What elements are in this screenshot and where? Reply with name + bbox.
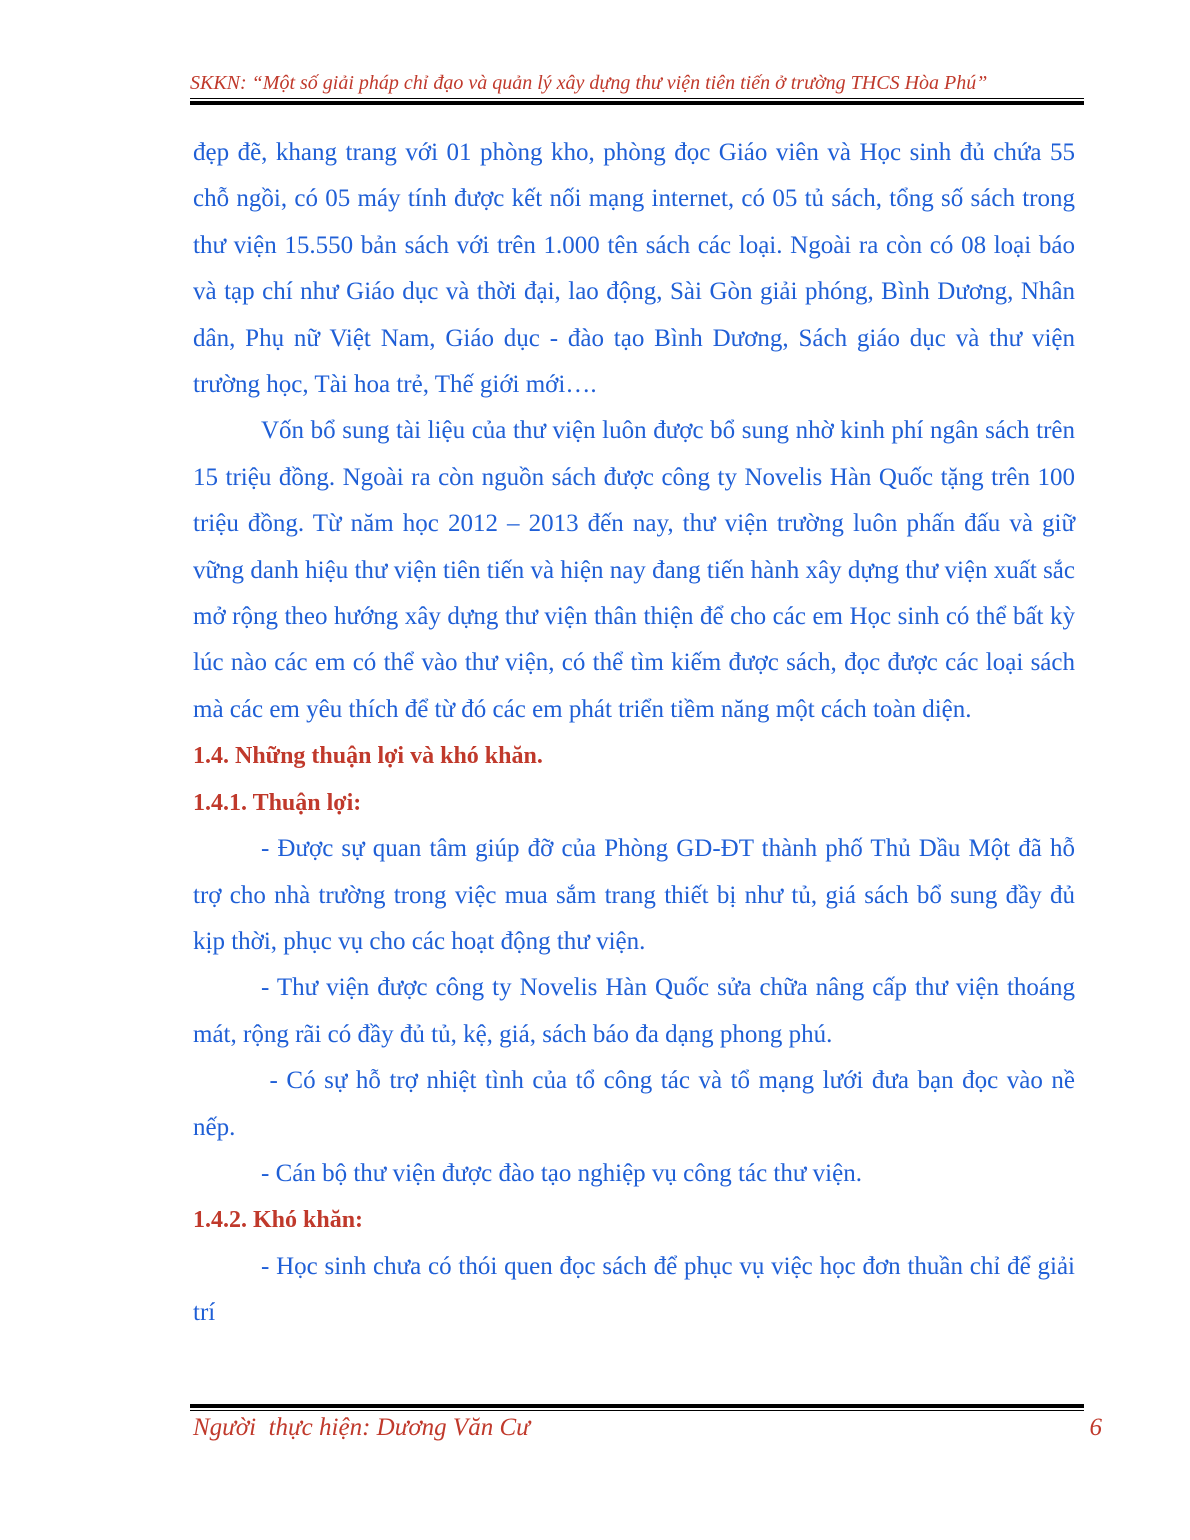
document-body [193, 130, 1082, 1337]
section-heading-advantages-difficulties: 1.4. Những thuận lợi và khó khăn. [193, 743, 543, 770]
footer-author: Người thực hiện: Dương Văn Cư [193, 1414, 530, 1441]
footer-rule-thick [190, 1404, 1084, 1408]
header-rule-thick [190, 101, 1084, 105]
paragraph-advantage-1: - Được sự quan tâm giúp đỡ của Phòng GD-ĐT thành phố Thủ Dầu Một đã hỗ trợ cho nhà trường trong việc mua sắm trang thiết bị như tủ, giá sách bổ sung đầy đủ kịp thời, phục vụ cho các hoạt động thư viện. [193, 835, 1075, 955]
header-rule-thin [190, 98, 1084, 99]
header-title: SKKN: “Một số giải pháp chỉ đạo và quản lý xây dựng thư viện tiên tiến ở trường THCS Hòa Phú” [190, 72, 988, 94]
paragraph-funding: Vốn bổ sung tài liệu của thư viện luôn được bổ sung nhờ kinh phí ngân sách trên 15 triệu đồng. Ngoài ra còn nguồn sách được công ty Novelis Hàn Quốc tặng trên 100 triệu đồng. Từ năm học 2012 – 2013 đến nay, thư viện trường luôn phấn đấu và giữ vững danh hiệu thư viện tiên tiến và hiện nay đang tiến hành xây dựng thư viện xuất sắc mở rộng theo hướng xây dựng thư viện thân thiện để cho các em Học sinh có thể bất kỳ lúc nào các em có thể vào thư viện, có thể tìm kiếm được sách, đọc được các loại sách mà các em yêu thích để từ đó các em phát triển tiềm năng một cách toàn diện. [193, 417, 1075, 723]
subsection-heading-difficulties: 1.4.2. Khó khăn: [193, 1207, 364, 1234]
subsection-heading-advantages: 1.4.1. Thuận lợi: [193, 789, 362, 816]
paragraph-difficulty-1: - Học sinh chưa có thói quen đọc sách để phục vụ việc học đơn thuần chỉ để giải trí [193, 1252, 1075, 1327]
paragraph-library-facilities: đẹp đẽ, khang trang với 01 phòng kho, phòng đọc Giáo viên và Học sinh đủ chứa 55 chỗ ngồi, có 05 máy tính được kết nối mạng internet, có 05 tủ sách, tổng số sách trong thư viện 15.550 bản sách với trên 1.000 tên sách các loại. Ngoài ra còn có 08 loại báo và tạp chí như Giáo dục và thời đại, lao động, Sài Gòn giải phóng, Bình Dương, Nhân dân, Phụ nữ Việt Nam, Giáo dục - đào tạo Bình Dương, Sách giáo dục và thư viện trường học, Tài hoa trẻ, Thế giới mới…. [193, 139, 1075, 399]
paragraph-advantage-4: - Cán bộ thư viện được đào tạo nghiệp vụ công tác thư viện. [261, 1159, 862, 1187]
page-number: 6 [1089, 1414, 1102, 1441]
footer-rule-thin [190, 1410, 1084, 1411]
paragraph-advantage-3: - Có sự hỗ trợ nhiệt tình của tổ công tác và tổ mạng lưới đưa bạn đọc vào nề nếp. [193, 1067, 1082, 1141]
paragraph-advantage-2: - Thư viện được công ty Novelis Hàn Quốc sửa chữa nâng cấp thư viện thoáng mát, rộng rãi có đầy đủ tủ, kệ, giá, sách báo đa dạng phong phú. [193, 974, 1075, 1048]
